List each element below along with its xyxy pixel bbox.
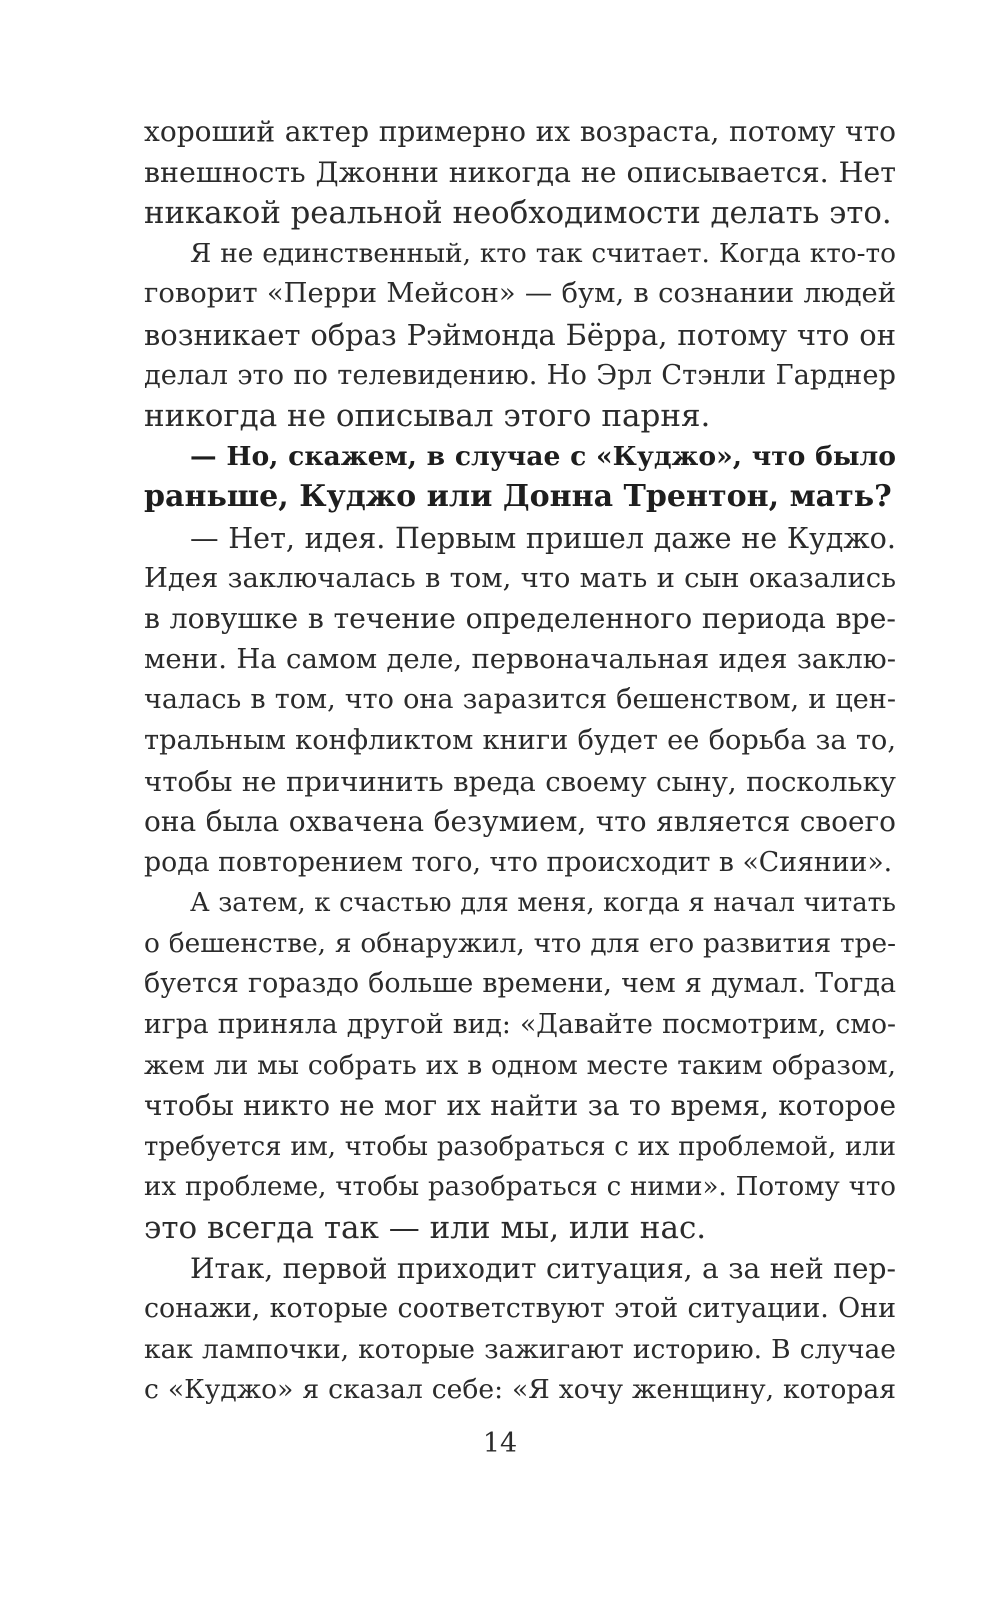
text-line: никогда не описывал этого парня. bbox=[144, 398, 711, 435]
text-line: она была охвачена безумием, что является своего bbox=[144, 805, 896, 839]
text-line: сонажи, которые соответствуют этой ситуации. Они bbox=[144, 1293, 896, 1325]
paragraph bbox=[144, 883, 896, 1248]
text-line: мени. На самом деле, первоначальная идея заклю- bbox=[144, 643, 896, 675]
text-line: рода повторением того, что происходит в «Сиянии». bbox=[144, 846, 893, 878]
page-number: 14 bbox=[482, 1428, 518, 1459]
text-line: чтобы не причинить вреда своему сыну, поскольку bbox=[144, 765, 896, 798]
text-line: раньше, Куджо или Донна Трентон, мать? bbox=[144, 479, 892, 515]
text-line: как лампочки, которые зажигают историю. В случае bbox=[144, 1333, 896, 1365]
text-line: внешность Джонни никогда не описывается. Нет bbox=[144, 155, 896, 189]
text-line: жем ли мы собрать их в одном месте таким образом, bbox=[144, 1049, 896, 1081]
text-line: Идея заключалась в том, что мать и сын оказались bbox=[144, 562, 896, 594]
text-line: это всегда так — или мы, или нас. bbox=[144, 1210, 707, 1247]
paragraph bbox=[144, 1249, 896, 1411]
paragraph bbox=[144, 234, 896, 437]
text-line: чтобы никто не мог их найти за то время, которое bbox=[144, 1089, 896, 1123]
interview-question bbox=[144, 437, 896, 518]
text-line: делал это по телевидению. Но Эрл Стэнли Гарднер bbox=[144, 359, 896, 391]
paragraph bbox=[144, 112, 896, 234]
paragraph bbox=[144, 518, 896, 883]
text-line: А затем, к счастью для меня, когда я начал читать bbox=[190, 888, 896, 919]
text-line: говорит «Перри Мейсон» — бум, в сознании людей bbox=[144, 278, 896, 310]
text-line: в ловушке в течение определенного периода вре- bbox=[144, 602, 896, 636]
text-line: тральным конфликтом книги будет ее борьба за то, bbox=[144, 724, 896, 756]
text-line: о бешенстве, я обнаружил, что для его развития тре- bbox=[144, 928, 896, 959]
text-line: требуется им, чтобы разобраться с их проблемой, или bbox=[144, 1131, 896, 1162]
text-line: чалась в том, что она заразится бешенством, и цен- bbox=[144, 684, 896, 716]
text-line: Итак, первой приходит ситуация, а за ней пер- bbox=[190, 1251, 896, 1285]
text-line: их проблеме, чтобы разобраться с ними». Потому что bbox=[144, 1172, 896, 1203]
text-line: с «Куджо» я сказал себе: «Я хочу женщину, которая bbox=[144, 1374, 896, 1406]
text-line: Я не единственный, кто так считает. Когда кто-то bbox=[190, 238, 896, 269]
text-line: — Нет, идея. Первым пришел даже не Куджо. bbox=[190, 520, 896, 555]
text-line: буется гораздо больше времени, чем я думал. Тогда bbox=[144, 968, 896, 1000]
text-line: никакой реальной необходимости делать это. bbox=[144, 195, 892, 232]
text-line: хороший актер примерно их возраста, потому что bbox=[144, 115, 896, 148]
text-line: возникает образ Рэймонда Бёрра, потому что он bbox=[144, 317, 896, 352]
body-text bbox=[144, 112, 896, 1411]
text-line: игра приняла другой вид: «Давайте посмотрим, смо- bbox=[144, 1009, 896, 1041]
text-line: — Но, скажем, в случае с «Куджо», что было bbox=[190, 440, 896, 472]
